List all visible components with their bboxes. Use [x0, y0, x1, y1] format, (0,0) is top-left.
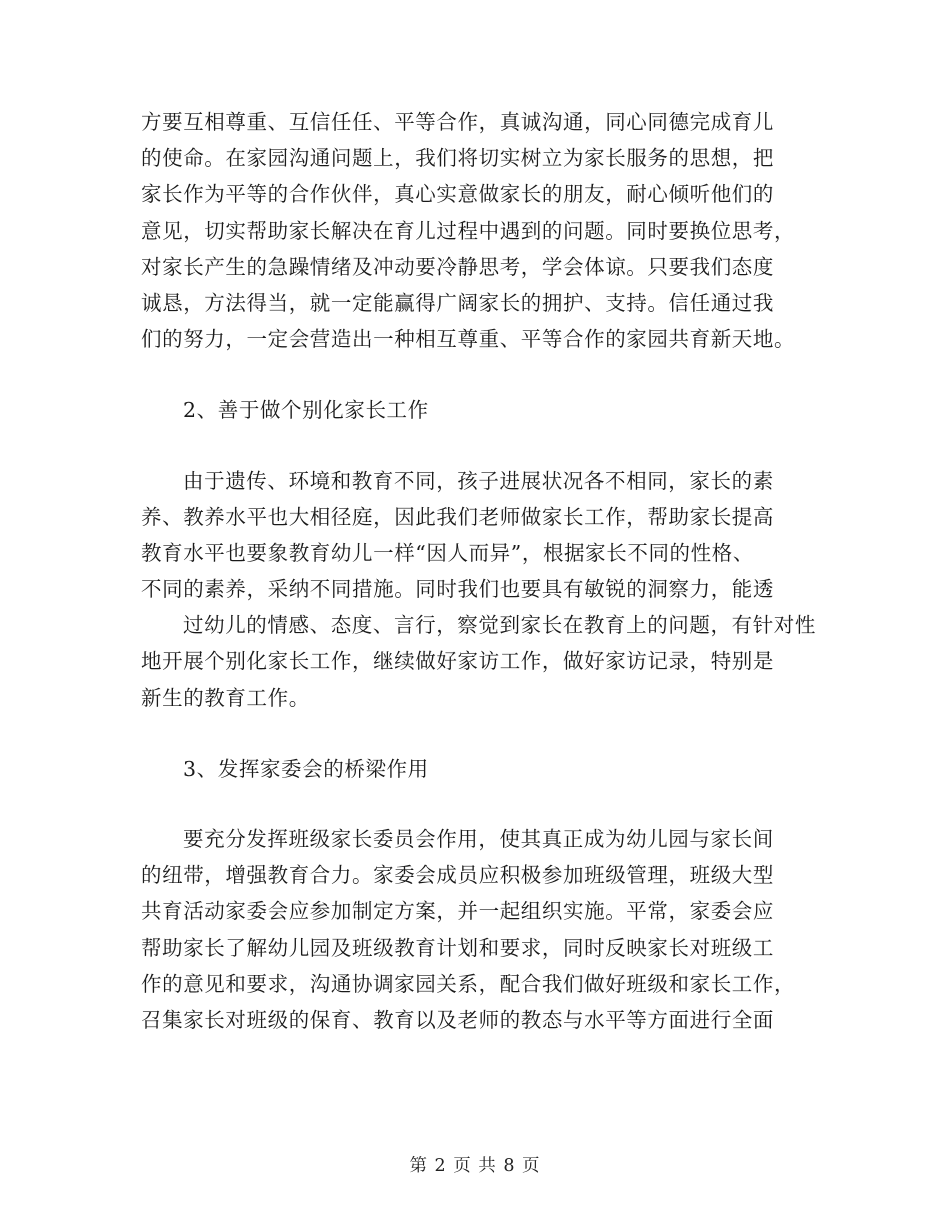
- text-line: 诚恳，方法得当，就一定能赢得广阔家长的拥护、支持。信任通过我: [141, 290, 774, 315]
- paragraph-parent-committee: [141, 821, 813, 1038]
- text-line: 召集家长对班级的保育、教育以及老师的教态与水平等方面进行全面: [141, 1007, 774, 1032]
- text-line: 由于遗传、环境和教育不同，孩子进展状况各不相同，家长的素: [183, 468, 774, 493]
- text-line: 们的努力，一定会营造出一种相互尊重、平等合作的家园共育新天地。: [141, 327, 796, 352]
- text-line: 家长作为平等的合作伙伴，真心实意做家长的朋友，耐心倾听他们的: [141, 182, 774, 207]
- section-heading-2: 2、善于做个别化家长工作: [183, 398, 429, 423]
- text-line: 方要互相尊重、互信任任、平等合作，真诚沟通，同心同德完成育儿: [141, 110, 774, 134]
- paragraph-family-communication: [141, 104, 813, 357]
- text-line: 过幼儿的情感、态度、言行，察觉到家长在教育上的问题，有针对性: [183, 613, 816, 638]
- text-line: 的使命。在家园沟通问题上，我们将切实树立为家长服务的思想，把: [141, 146, 774, 171]
- text-line: 教育水平也要象教育幼儿一样“因人而异”，根据家长不同的性格、: [141, 540, 754, 565]
- paragraph-individualized-work: [141, 463, 816, 716]
- text-line: 养、教养水平也大相径庭，因此我们老师做家长工作，帮助家长提高: [141, 504, 774, 529]
- text-line: 作的意见和要求，沟通协调家园关系，配合我们做好班级和家长工作，: [141, 971, 796, 996]
- text-line: 意见，切实帮助家长解决在育儿过程中遇到的问题。同时要换位思考，: [141, 218, 796, 243]
- text-line: 地开展个别化家长工作，继续做好家访工作，做好家访记录，特别是: [141, 649, 774, 674]
- text-line: 新生的教育工作。: [141, 685, 310, 710]
- text-line: 要充分发挥班级家长委员会作用，使其真正成为幼儿园与家长间: [183, 827, 774, 852]
- section-heading-3: 3、发挥家委会的桥梁作用: [183, 756, 429, 781]
- text-line: 共育活动家委会应参加制定方案，并一起组织实施。平常，家委会应: [141, 899, 774, 924]
- page-number-footer: 第 2 页 共 8 页: [409, 1156, 541, 1176]
- text-line: 的纽带，增强教育合力。家委会成员应积极参加班级管理，班级大型: [141, 863, 774, 888]
- text-line: 帮助家长了解幼儿园及班级教育计划和要求，同时反映家长对班级工: [141, 935, 774, 960]
- document-body: [141, 104, 816, 1038]
- text-line: 不同的素养，采纳不同措施。同时我们也要具有敏锐的洞察力，能透: [141, 577, 774, 602]
- text-line: 对家长产生的急躁情绪及冲动要冷静思考，学会体谅。只要我们态度: [141, 254, 774, 279]
